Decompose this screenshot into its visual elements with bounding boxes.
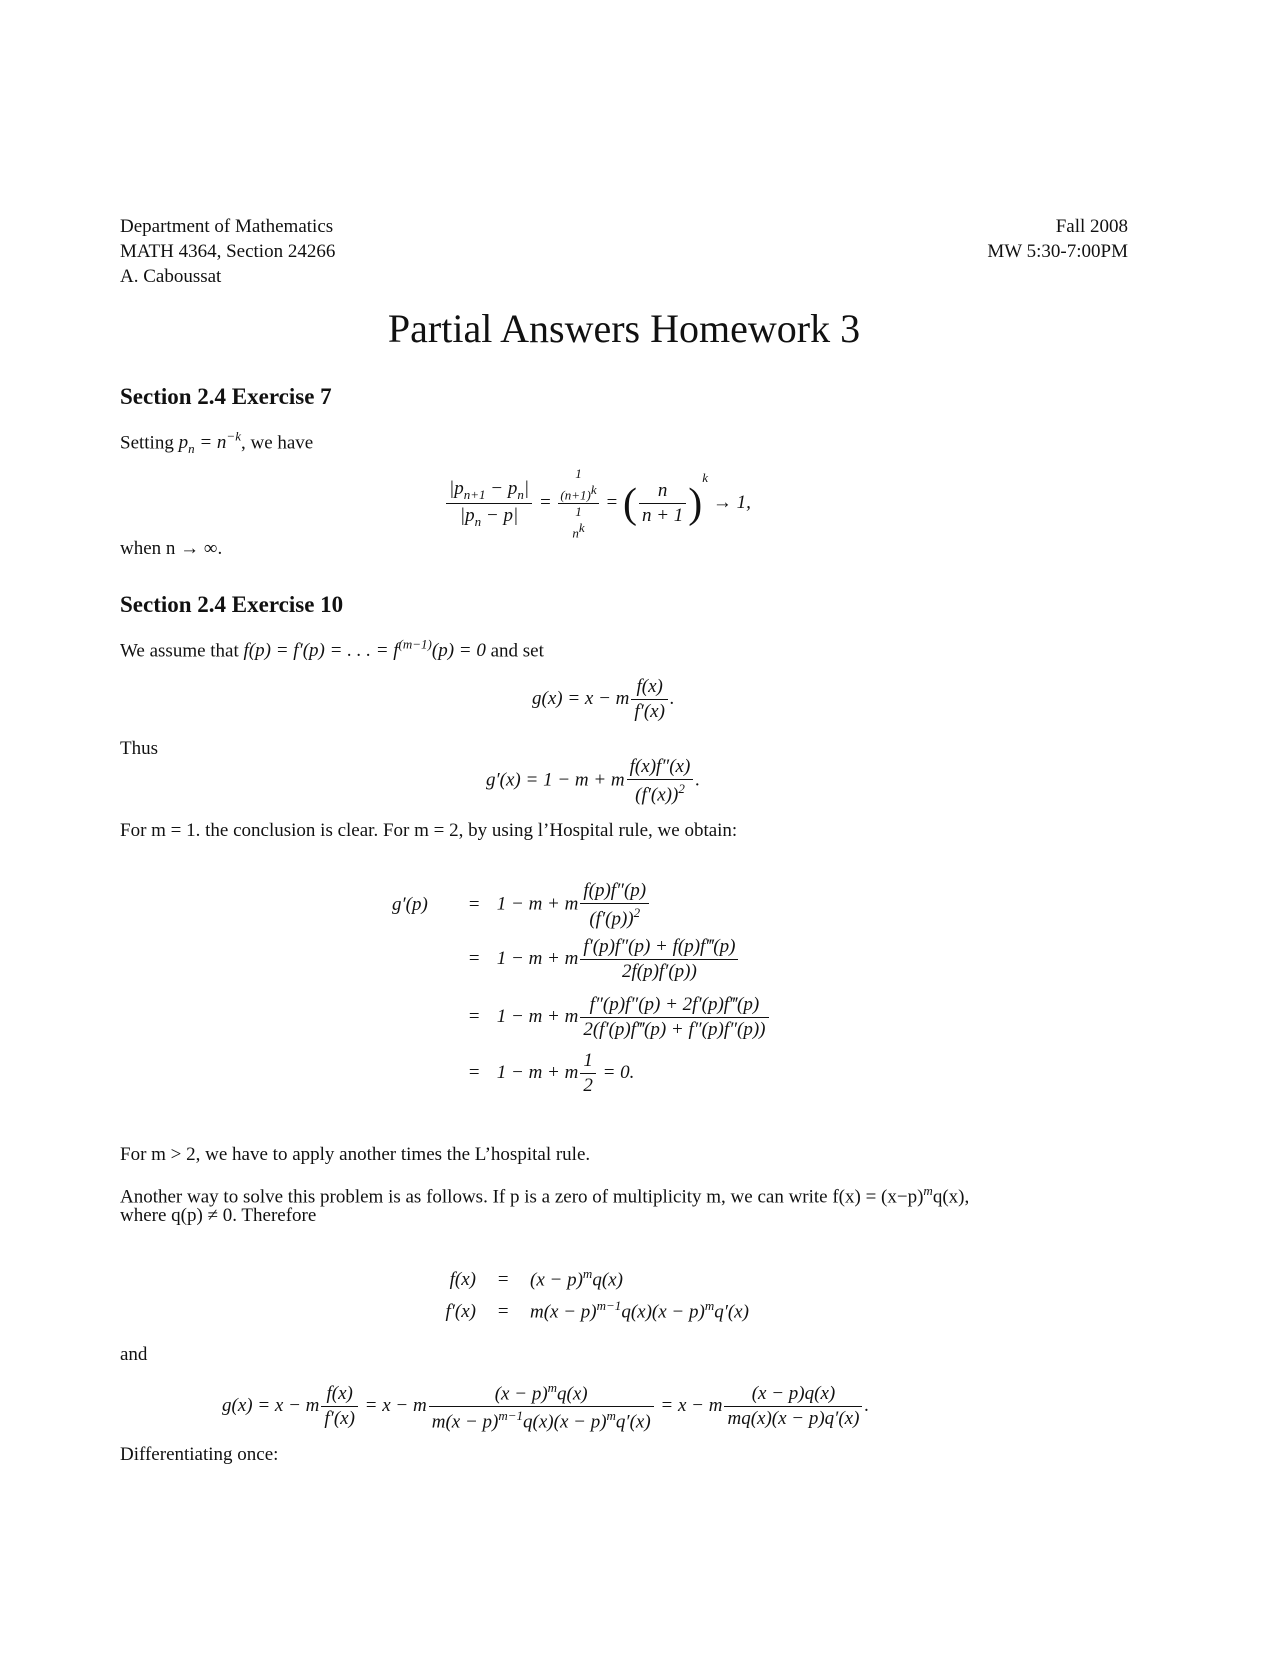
ex7-equation: $\frac{|p_{n+1} - p_n|}{|p_n - p|}$ = 1 $(n+1)^k$ 1 $n^k$ = ( $\frac{n}{n + 1}$ )$^k$ → 1, <box>444 466 751 542</box>
eq-g-rewrite: g(x) = x − m $\frac{f(x)}{f'(x)}$ = x − m $\frac{(x - p)^mq(x)}{m(x - p)^{m-1}q(x)(x - p)^mq'(x)}$ = x − m $\frac{(x - p)q(x)}{mq(x)(x - p)q'(x)}$ . <box>222 1380 870 1433</box>
eq-g-def: g(x) = x − m $\frac{f(x)}{f'(x)}$ . <box>532 676 675 722</box>
deriv-row-2: = 1 − m + m $\frac{f'(p)f''(p) + f(p)f‴(p)}{2f(p)f'(p))}$ <box>392 936 740 983</box>
ex7-after: when n → ∞. <box>120 538 223 559</box>
ex10-where: where q(p) ≠ 0. Therefore <box>120 1205 317 1226</box>
ex10-differentiating: Differentiating once: <box>120 1444 279 1465</box>
header-right <box>987 214 1128 264</box>
ex10-another-way: Another way to solve this problem is as follows. If p is a zero of multiplicity m, we can write $f(x) = (x-p)^mq(x)$, <box>120 1183 970 1208</box>
ex10-and: and <box>120 1344 148 1365</box>
section-heading-ex10: Section 2.4 Exercise 10 <box>120 592 344 617</box>
section-heading-ex7: Section 2.4 Exercise 7 <box>120 384 332 409</box>
factor-row-1: $f(x) = (x - p)^mq(x)$ <box>449 1266 623 1291</box>
ex10-intro: We assume that f(p) = f′(p) = . . . = $f^{(m-1)}(p) = 0$ and set <box>120 637 544 662</box>
ex7-intro: Setting $p_n = n^{-k}$, we have <box>120 429 314 457</box>
department: Department of Mathematics <box>120 216 334 237</box>
deriv-row-4: = 1 − m + m $\frac{1}{2}$ = 0. <box>467 1050 635 1096</box>
deriv-row-3: = 1 − m + m $\frac{f''(p)f''(p) + 2f'(p)f‴(p)}{2(f'(p)f‴(p) + f''(p)f''(p))}$ <box>392 994 771 1041</box>
factor-row-2: $f'(x) = m(x - p)^{m-1}q(x)(x - p)^mq'(x)$ <box>445 1298 749 1323</box>
deriv-row-1: g′(p) = 1 − m + m $\frac{f(p)f''(p)}{(f'(p))^2}$ <box>392 880 651 930</box>
instructor: A. Caboussat <box>120 266 222 287</box>
page-title: Partial Answers Homework 3 <box>387 306 861 351</box>
ex10-m-gt-2: For m > 2, we have to apply another times the L’hospital rule. <box>120 1144 591 1165</box>
term: Fall 2008 <box>1055 216 1128 237</box>
course: MATH 4364, Section 24266 <box>120 241 336 262</box>
header-left <box>120 214 335 289</box>
eq-g-prime: g′(x) = 1 − m + m $\frac{f(x)f''(x)}{(f'(x))^2}$ . <box>486 756 701 806</box>
ex10-thus: Thus <box>120 738 158 759</box>
ex7-def: $p_n = n^{-k}$ <box>178 429 241 457</box>
schedule: MW 5:30-7:00PM <box>987 241 1128 262</box>
ex10-cases: For m = 1. the conclusion is clear. For m = 2, by using l’Hospital rule, we obtain: <box>120 820 738 841</box>
